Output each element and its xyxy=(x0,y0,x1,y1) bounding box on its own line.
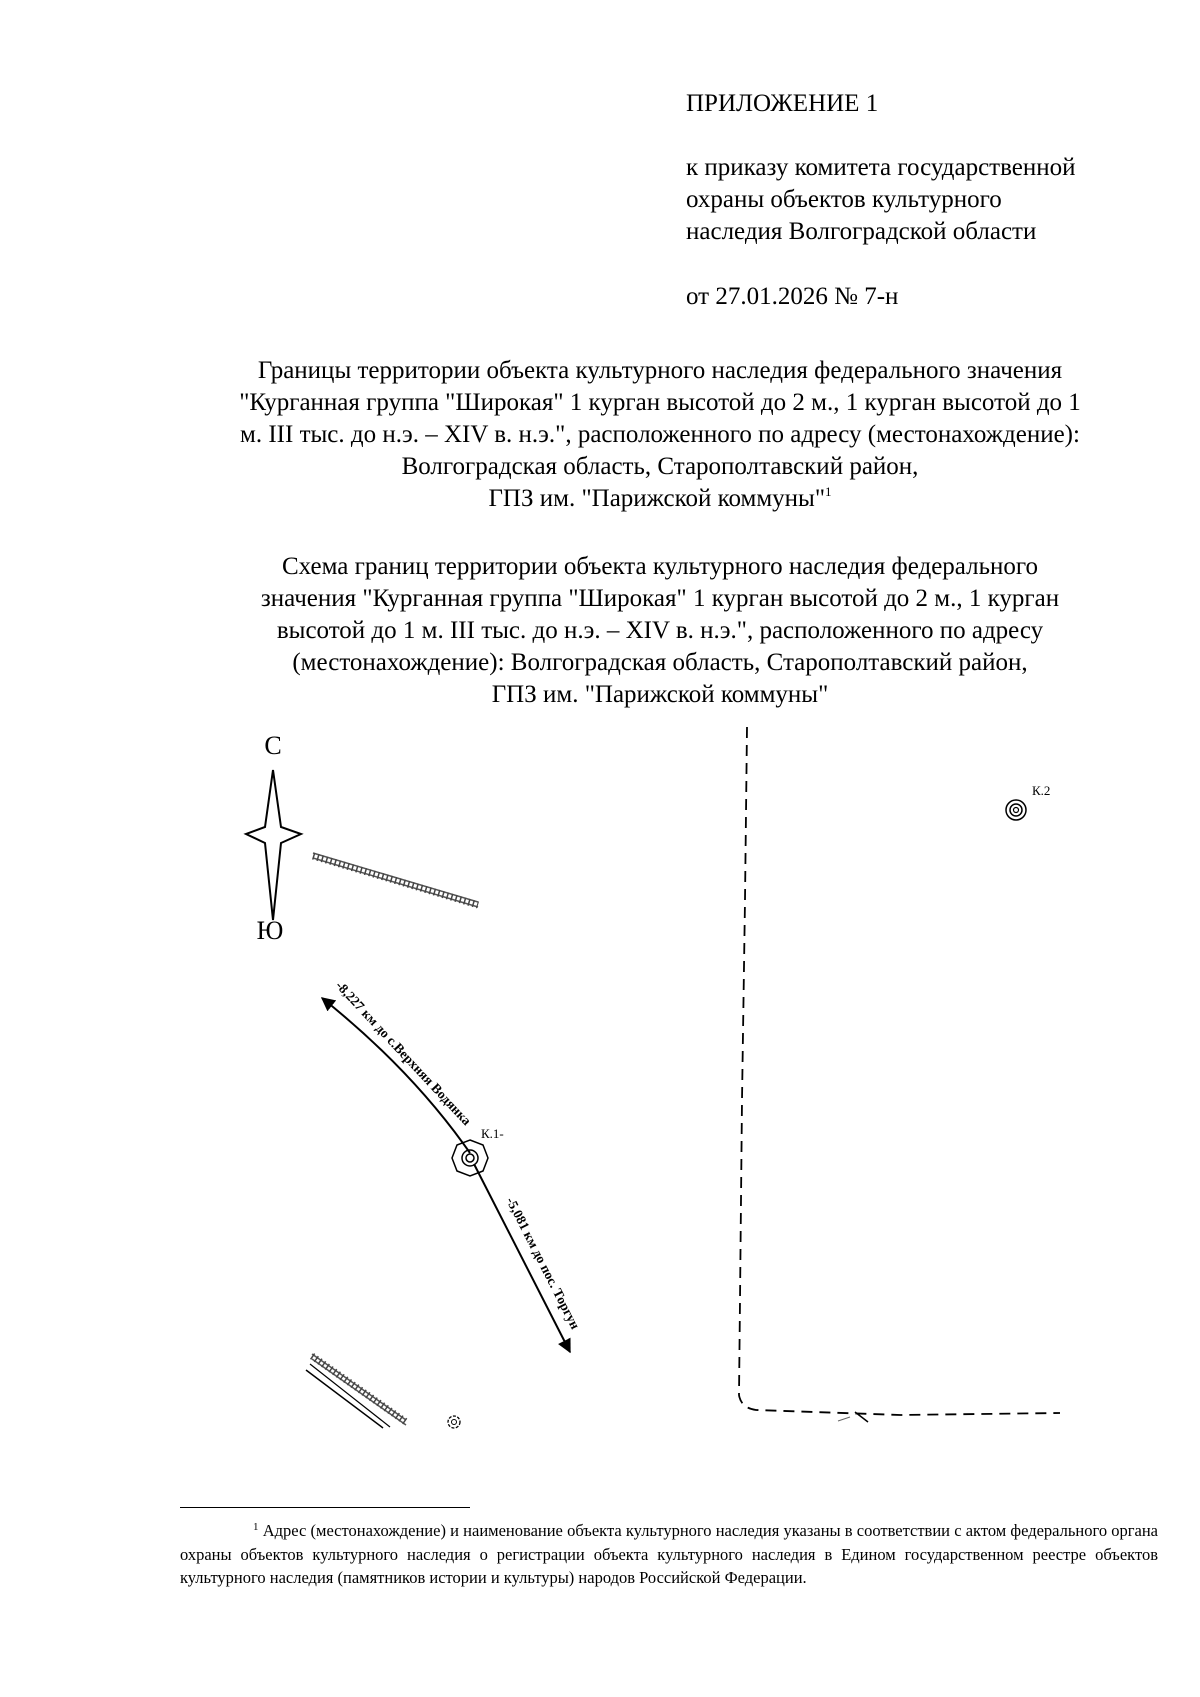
kurgan-2-marker xyxy=(1006,783,1050,820)
kurgan-2-label: К.2 xyxy=(1032,783,1051,798)
title-line: м. III тыс. до н.э. – XIV в. н.э.", расположенного по адресу (местонахождение): xyxy=(240,421,1080,448)
distance-arrow-lower xyxy=(474,1164,583,1352)
title-line: "Курганная группа "Широкая" 1 курган высотой до 2 м., 1 курган высотой до 1 xyxy=(239,389,1081,416)
annex-order-line: к приказу комитета государственной xyxy=(686,154,1076,181)
compass-south-label: Ю xyxy=(256,916,284,945)
distance-upper-label: -8,227 км до с.Верхняя Водянка xyxy=(332,977,475,1129)
scheme-line: (местонахождение): Волгоградская область, Старополтавский район, xyxy=(292,649,1028,676)
kurgan-1-marker xyxy=(452,1126,504,1176)
distance-lower-label: -5,081 км до пос. Торгун xyxy=(503,1194,584,1332)
compass-icon xyxy=(246,731,301,945)
footnote xyxy=(180,1519,1158,1590)
title-line: Волгоградская область, Старополтавский район, xyxy=(401,453,919,480)
forest-belt-lower xyxy=(306,1354,406,1428)
distance-arrow-upper xyxy=(322,978,475,1153)
scheme-line: значения "Курганная группа "Широкая" 1 курган высотой до 2 м., 1 курган xyxy=(260,585,1060,612)
scheme-line: ГПЗ им. "Парижской коммуны" xyxy=(491,681,829,708)
scheme-line: Схема границ территории объекта культурного наследия федерального xyxy=(281,553,1039,580)
title-line: Границы территории объекта культурного наследия федерального значения xyxy=(257,357,1063,384)
footnote-separator xyxy=(180,1507,470,1508)
annex-order-line: наследия Волгоградской области xyxy=(686,218,1037,245)
footnote-text: Адрес (местонахождение) и наименование объекта культурного наследия указаны в соответствии с актом федерального органа охраны объектов культурного наследия о регистрации объекта культурного наследия в Едином государственном реестре объектов культурного наследия (памятников истории и культуры) народов Российской Федерации. xyxy=(180,1521,1159,1587)
title-line-text: ГПЗ им. "Парижской коммуны" xyxy=(488,485,826,512)
field-boundary xyxy=(739,727,1060,1422)
forest-belt-upper xyxy=(313,853,478,907)
footnote-reference: 1 xyxy=(825,484,832,499)
annex-title: ПРИЛОЖЕНИЕ 1 xyxy=(686,90,879,117)
annex-order-line: охраны объектов культурного xyxy=(686,186,1002,213)
annex-date-number: от 27.01.2026 № 7-н xyxy=(686,283,899,310)
kurgan-1-label: К.1- xyxy=(481,1126,504,1141)
scheme-line: высотой до 1 м. III тыс. до н.э. – XIV в. н.э.", расположенного по адресу xyxy=(276,617,1044,644)
footnote-marker: 1 xyxy=(253,1521,259,1533)
compass-north-label: С xyxy=(264,731,282,760)
small-site-marker xyxy=(448,1416,460,1428)
